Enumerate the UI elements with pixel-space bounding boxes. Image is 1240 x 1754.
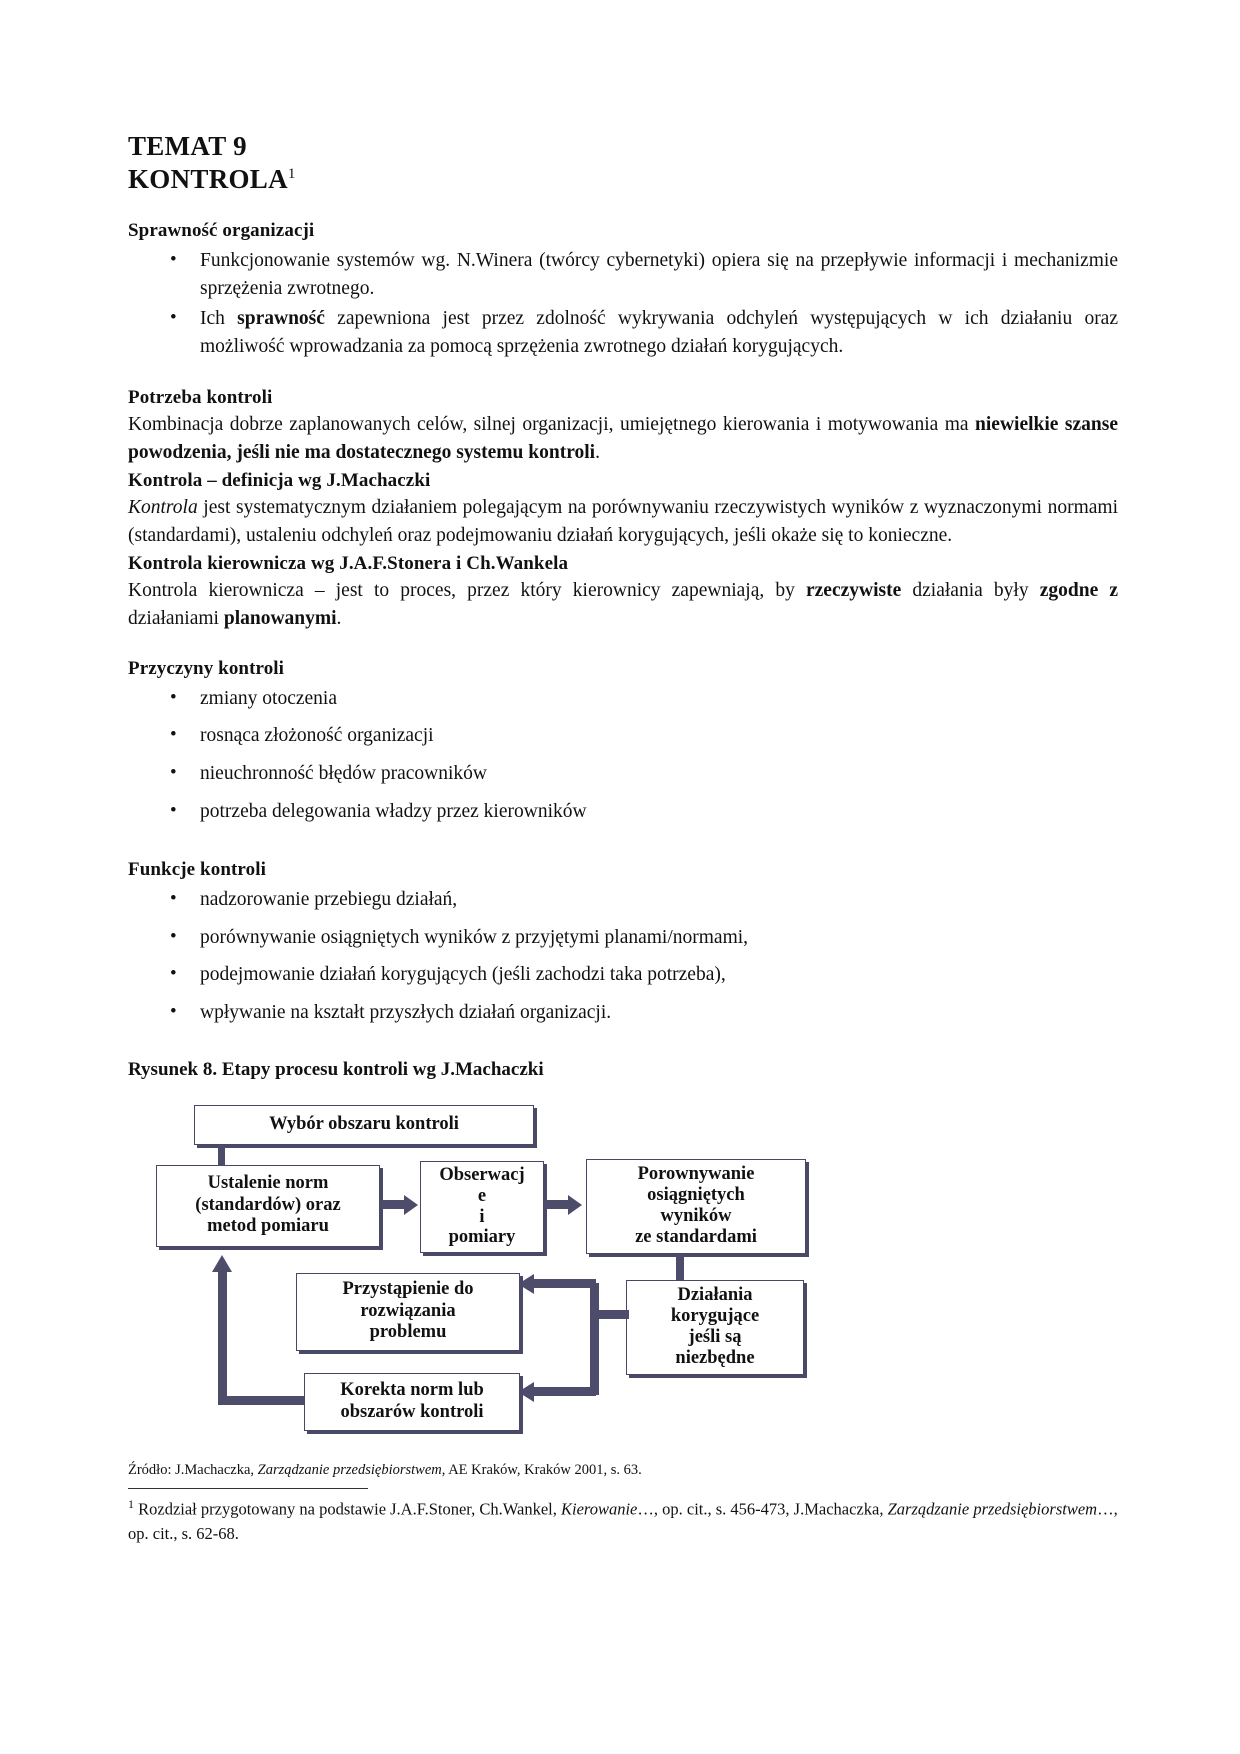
connector-wybor-to-ustalenie xyxy=(218,1145,225,1167)
list-item: • zmiany otoczenia xyxy=(128,685,1118,714)
flow-box-label-line: korygujące xyxy=(670,1305,760,1326)
flow-box-label-line: (standardów) oraz xyxy=(195,1194,341,1215)
list-przyczyny xyxy=(128,685,1118,827)
flow-box-label-line: rozwiązania xyxy=(360,1300,456,1321)
figure-caption-number: Rysunek 8. xyxy=(128,1058,218,1080)
flow-box-przystapienie-do-rozwiazania xyxy=(296,1273,520,1351)
flow-box-label-line: jeśli są xyxy=(688,1327,742,1348)
flow-box-label-line: e xyxy=(477,1185,487,1206)
flow-box-label-line: Korekta norm lub xyxy=(340,1379,484,1400)
arrow-obserwacje-to-porownywanie-head xyxy=(568,1195,582,1215)
flow-box-korekta-norm xyxy=(304,1373,520,1431)
list-item: • nadzorowanie przebiegu działań, xyxy=(128,886,1118,915)
arrow-ustalenie-to-obserwacje-head xyxy=(404,1195,418,1215)
flow-box-label-line: Porownywanie xyxy=(637,1163,755,1184)
arrow-dzialania-to-przystapienie-shaft xyxy=(534,1279,596,1288)
heading-funkcje-kontroli: Funkcje kontroli xyxy=(128,859,266,881)
heading-przyczyny-kontroli: Przyczyny kontroli xyxy=(128,658,285,679)
flow-box-label-line: Ustalenie norm xyxy=(207,1172,329,1193)
list-item: • nieuchronność błędów pracowników xyxy=(128,760,1118,789)
heading-potrzeba-kontroli: Potrzeba kontroli xyxy=(128,387,273,409)
title-line-1: TEMAT 9 xyxy=(128,131,247,161)
paragraph-kierownicza: Kontrola kierownicza – jest to proces, przez który kierownicy zapewniają, by rzeczywiste działania były zgodne z działaniami planowanymi. xyxy=(128,579,1119,630)
flow-box-label-line: problemu xyxy=(369,1322,447,1343)
arrow-korekta-to-ustalenie-shaft-h xyxy=(218,1396,304,1405)
flow-box-label-line: osiągniętych xyxy=(647,1184,745,1205)
list-item: • wpływanie na kształt przyszłych działań organizacji. xyxy=(128,999,1118,1028)
list-sprawnosc xyxy=(128,247,1118,363)
page-title xyxy=(128,130,1118,196)
rich-text: • Ich sprawność zapewniona jest przez zdolność wykrywania odchyleń występujących w ich działaniu oraz możliwość wprowadzania za pomocą sprzężenia zwrotnego działań korygujących. xyxy=(200,307,1118,358)
paragraph-definicja: Kontrola jest systematycznym działaniem polegającym na porównywaniu rzeczywistych wyników z wyznaczonymi normami (standardami), ustaleniu odchyleń oraz podejmowaniu działań korygujących, jeśli okaże się to konieczne. xyxy=(128,496,1118,547)
heading-kontrola-kierownicza: Kontrola kierownicza wg J.A.F.Stonera i Ch.Wankela xyxy=(128,553,569,575)
list-item xyxy=(128,305,1118,362)
flow-box-label-line: Przystąpienie do xyxy=(342,1278,474,1299)
list-item xyxy=(128,247,1118,304)
footnote-separator xyxy=(128,1488,368,1489)
flow-box-wybor-obszaru-kontroli xyxy=(194,1105,534,1145)
title-footnote-marker: 1 xyxy=(287,165,296,182)
list-item: • podejmowanie działań korygujących (jeśli zachodzi taka potrzeba), xyxy=(128,961,1118,990)
arrow-dzialania-to-przystapienie-tick xyxy=(599,1310,629,1319)
arrow-dzialania-to-przystapienie-head xyxy=(518,1274,534,1294)
footnote-body: Rozdział przygotowany na podstawie J.A.F.Stoner, Ch.Wankel, Kierowanie…, op. cit., s. 456-473, J.Machaczka, Zarządzanie przedsiębiorstwem…, op. cit., s. 62-68. xyxy=(128,1499,1118,1543)
heading-sprawnosc-organizacji: Sprawność organizacji xyxy=(128,219,315,241)
flow-box-label-line: pomiary xyxy=(448,1227,516,1248)
arrow-dzialania-to-korekta-shaft xyxy=(534,1387,596,1396)
arrow-korekta-to-ustalenie-head xyxy=(212,1255,232,1272)
flow-box-label-line: Obserwacj xyxy=(439,1165,525,1186)
flow-box-dzialania-korygujace xyxy=(626,1280,804,1375)
figure-source: Źródło: J.Machaczka, Zarządzanie przedsiębiorstwem, AE Kraków, Kraków 2001, s. 63. xyxy=(128,1461,642,1478)
flow-box-label-line: wyników xyxy=(660,1206,732,1227)
flow-box-label-line: obszarów kontroli xyxy=(340,1401,484,1422)
flowchart-etapy-procesu-kontroli xyxy=(156,1105,856,1455)
figure-caption-text: Etapy procesu kontroli wg J.Machaczki xyxy=(217,1058,544,1080)
arrow-korekta-to-ustalenie-shaft-v xyxy=(218,1271,227,1401)
flow-box-label-line: metod pomiaru xyxy=(207,1216,329,1237)
flow-box-label: Wybór obszaru kontroli xyxy=(269,1113,459,1134)
figure-caption xyxy=(128,1059,1118,1081)
list-item: • rosnąca złożoność organizacji xyxy=(128,722,1118,751)
connector-porownywanie-to-dzialania xyxy=(676,1254,684,1282)
document-page xyxy=(128,0,1118,1545)
footnote-text xyxy=(128,1496,1118,1545)
flow-box-label-line: Działania xyxy=(677,1284,753,1305)
flow-box-label-line: niezbędne xyxy=(675,1348,755,1369)
title-line-2: KONTROLA xyxy=(128,163,288,194)
flow-box-ustalenie-norm xyxy=(156,1165,380,1247)
list-item: • potrzeba delegowania władzy przez kierowników xyxy=(128,798,1118,827)
paragraph-potrzeba: Kombinacja dobrze zaplanowanych celów, silnej organizacji, umiejętnego kierowania i motywowania ma niewielkie szanse powodzenia, jeśli nie ma dostatecznego systemu kontroli. xyxy=(128,413,1118,464)
flow-box-porownywanie-wynikow xyxy=(586,1159,806,1254)
arrow-ustalenie-to-obserwacje-shaft xyxy=(380,1200,406,1209)
arrow-dzialania-to-korekta-head xyxy=(518,1382,534,1402)
arrow-dzialania-to-przystapienie-vert xyxy=(590,1283,599,1333)
rich-text: • Funkcjonowanie systemów wg. N.Winera (twórcy cybernetyki) opiera się na przepływie informacji i mechanizmie sprzężenia zwrotnego. xyxy=(200,249,1118,300)
heading-definicja-machaczki: Kontrola – definicja wg J.Machaczki xyxy=(128,470,431,492)
arrow-obserwacje-to-porownywanie-shaft xyxy=(544,1200,570,1209)
flow-box-obserwacje-i-pomiary xyxy=(420,1161,544,1253)
flow-box-label-line: i xyxy=(479,1206,485,1227)
list-funkcje xyxy=(128,886,1118,1028)
flow-box-label-line: ze standardami xyxy=(635,1227,757,1248)
footnote-marker: 1 xyxy=(128,1497,134,1512)
arrow-dzialania-to-korekta-vert xyxy=(590,1333,599,1395)
list-item: • porównywanie osiągniętych wyników z przyjętymi planami/normami, xyxy=(128,924,1118,953)
